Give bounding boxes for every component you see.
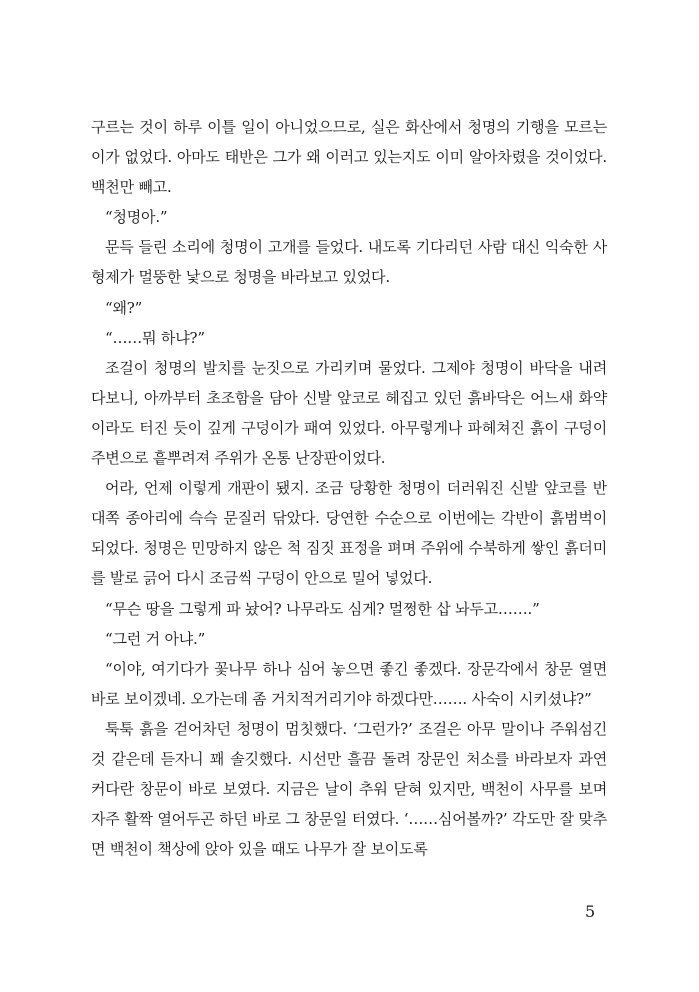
paragraph-5: “……뭐 하냐?” (105, 328, 205, 347)
paragraph-8: “무슨 땅을 그렇게 파 놨어? 나무라도 심게? 멀쩡한 삽 놔두고…….” (105, 599, 540, 618)
paragraph-6: 조걸이 청명의 발치를 눈짓으로 가리키며 물었다. 그제야 청명이 바닥을 내려다보니, 아까부터 초조함을 담아 신발 앞코로 헤집고 있던 흙바닥은 어느새 화약이라도 터진 듯이 깊게 구덩이가 패여 있었다. 아무렇게나 파헤쳐진 흙이 구덩이 주변으로 흩뿌려져 주위가 온통 난장판이었다. (91, 358, 607, 468)
paragraph-11: 툭툭 흙을 걷어차던 청명이 멈칫했다. ‘그런가?’ 조걸은 아무 말이나 주워섬긴 것 같은데 듣자니 꽤 솔깃했다. 시선만 흘끔 돌려 장문인 처소를 바라보자 과연 커다란 창문이 바로 보였다. 지금은 날이 추워 닫혀 있지만, 백천이 사무를 보며 자주 활짝 열어두곤 하던 바로 그 창문일 터였다. ‘……심어볼까?’ 각도만 잘 맞추면 백천이 책상에 앉아 있을 때도 나무가 잘 보이도록 (91, 719, 607, 859)
paragraph-10: “이야, 여기다가 꽃나무 하나 심어 놓으면 좋긴 좋겠다. 장문각에서 창문 열면 바로 보이겠네. 오가는데 좀 거치적거리기야 하겠다만……. 사숙이 시키셨냐?” (91, 659, 607, 708)
body-text (91, 112, 607, 864)
paragraph-9: “그런 거 아냐.” (105, 629, 206, 648)
paragraph-1: 구르는 것이 하루 이틀 일이 아니었으므로, 실은 화산에서 청명의 기행을 모르는 이가 없었다. 아마도 태반은 그가 왜 이러고 있는지도 이미 알아차렸을 것이었다. 백천만 빼고. (91, 118, 607, 197)
paragraph-2: “청명아.” (105, 208, 168, 227)
page-number: 5 (585, 902, 596, 921)
paragraph-4: “왜?” (105, 298, 143, 317)
paragraph-3: 문득 들린 소리에 청명이 고개를 들었다. 내도록 기다리던 사람 대신 익숙한 사형제가 멀뚱한 낯으로 청명을 바라보고 있었다. (91, 238, 607, 287)
paragraph-7: 어라, 언제 이렇게 개판이 됐지. 조금 당황한 청명이 더러워진 신발 앞코를 반대쪽 종아리에 슥슥 문질러 닦았다. 당연한 수순으로 이번에는 각반이 흙범벅이 되었다. 청명은 민망하지 않은 척 짐짓 표정을 펴며 주위에 수북하게 쌓인 흙더미를 발로 긁어 다시 조금씩 구덩이 안으로 밀어 넣었다. (91, 479, 607, 588)
